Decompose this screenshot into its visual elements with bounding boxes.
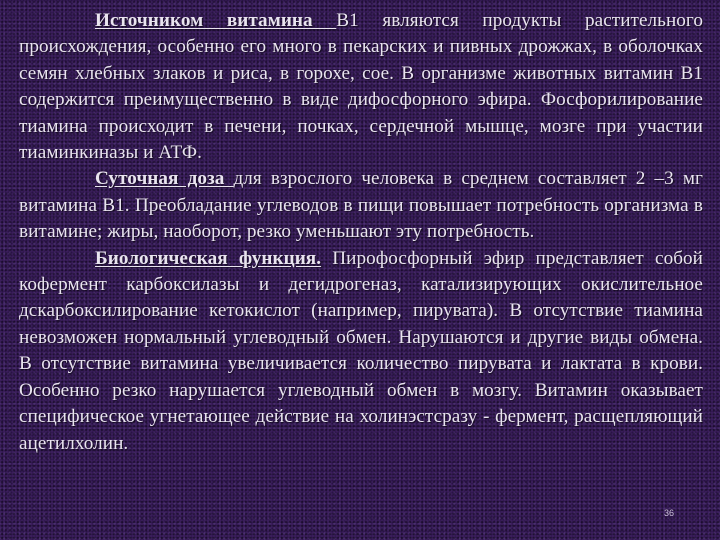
paragraph-daily-dose bbox=[19, 166, 703, 245]
paragraph-text: для взрослого человека в среднем составляет 2 –3 мг витамина В1. Преобладание углеводов в пищи повышает потребность организма в витамине; жиры, наоборот, резко уменьшают эту потребность. bbox=[19, 168, 703, 243]
term-biological-function: Биологическая функция. bbox=[95, 247, 322, 269]
term-vitamin-source: Источником витамина bbox=[95, 10, 337, 31]
page-number: 36 bbox=[664, 508, 675, 518]
slide-text-body bbox=[19, 8, 703, 457]
paragraph-vitamin-sources bbox=[19, 8, 703, 166]
paragraph-text: Пирофосфорный эфир представляет собой кофермент карбоксилазы и дегидрогеназ, катализирующих окислительное дскарбоксилирование кетокислот (например, пирувата). В отсутствие тиамина невозможен нормальный углеводный обмен. Нарушаются и другие виды обмена. В отсутствие витамина увеличивается количество пирувата и лактата в крови. Особенно резко нарушается углеводный обмен в мозгу. Витамин оказывает специфическое угнетающее действие на холинэстсразу - фермент, расщепляющий ацетилхолин. bbox=[19, 247, 703, 454]
paragraph-text: В1 являются продукты растительного происхождения, особенно его много в пекарских и пивных дрожжах, в оболочках семян хлебных злаков и риса, в горохе, сое. В организме животных витамин В1 содержится преимущественно в виде дифосфорного эфира. Фосфорилирование тиамина происходит в печени, почках, сердечной мышце, мозге при участии тиаминкиназы и АТФ. bbox=[19, 10, 703, 164]
term-daily-dose: Суточная доза bbox=[95, 168, 234, 190]
paragraph-biological-function bbox=[19, 246, 703, 457]
